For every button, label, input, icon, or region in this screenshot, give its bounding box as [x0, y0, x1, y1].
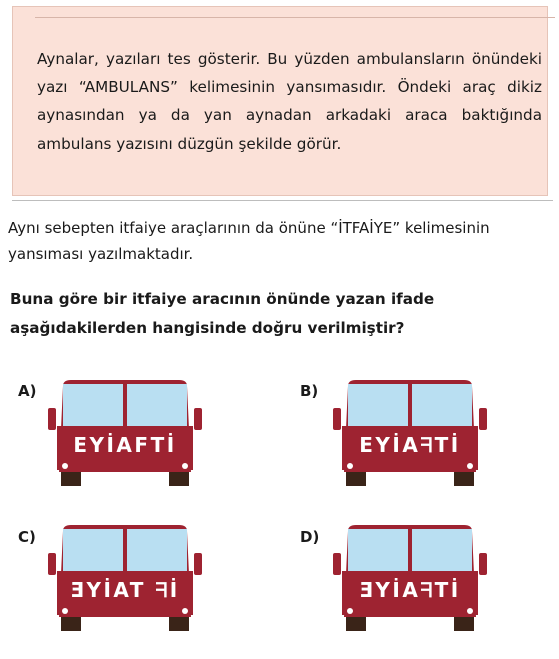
divider — [12, 200, 553, 201]
info-box — [12, 6, 548, 196]
option-c-truck[interactable] — [45, 525, 205, 633]
option-b-label[interactable]: B) — [300, 382, 319, 400]
context-paragraph: Aynı sebepten itfaiye araçlarının da önüne “İTFAİYE” kelimesinin yansıması yazılmaktadır. — [8, 219, 490, 263]
option-a-truck[interactable] — [45, 380, 205, 488]
option-c-plate-text: ƎYİAT ᖷİ — [70, 578, 180, 602]
option-a-label[interactable]: A) — [18, 382, 37, 400]
info-box-text: Aynalar, yazıları tes gösterir. Bu yüzden ambulansların önündeki yazı “AMBULANS” kelimesinin yansımasıdır. Öndeki araç dikiz aynasından ya da yan aynadan arkadaki araca baktığında ambulans yazısını düzgün şekilde görür. — [37, 50, 542, 153]
option-b-plate-text: EYİAᖷTİ — [359, 433, 461, 457]
option-d-truck[interactable] — [330, 525, 490, 633]
option-c-label[interactable]: C) — [18, 528, 36, 546]
option-d-plate-text: ƎYİAᖷTİ — [359, 578, 461, 602]
option-a-plate-text: EYİAFTİ — [73, 433, 177, 457]
option-d-label[interactable]: D) — [300, 528, 320, 546]
info-box-top-rule — [35, 17, 555, 18]
option-b-truck[interactable] — [330, 380, 490, 488]
question-text: Buna göre bir itfaiye aracının önünde yazan ifade aşağıdakilerden hangisinde doğru verilmiştir? — [10, 290, 435, 337]
